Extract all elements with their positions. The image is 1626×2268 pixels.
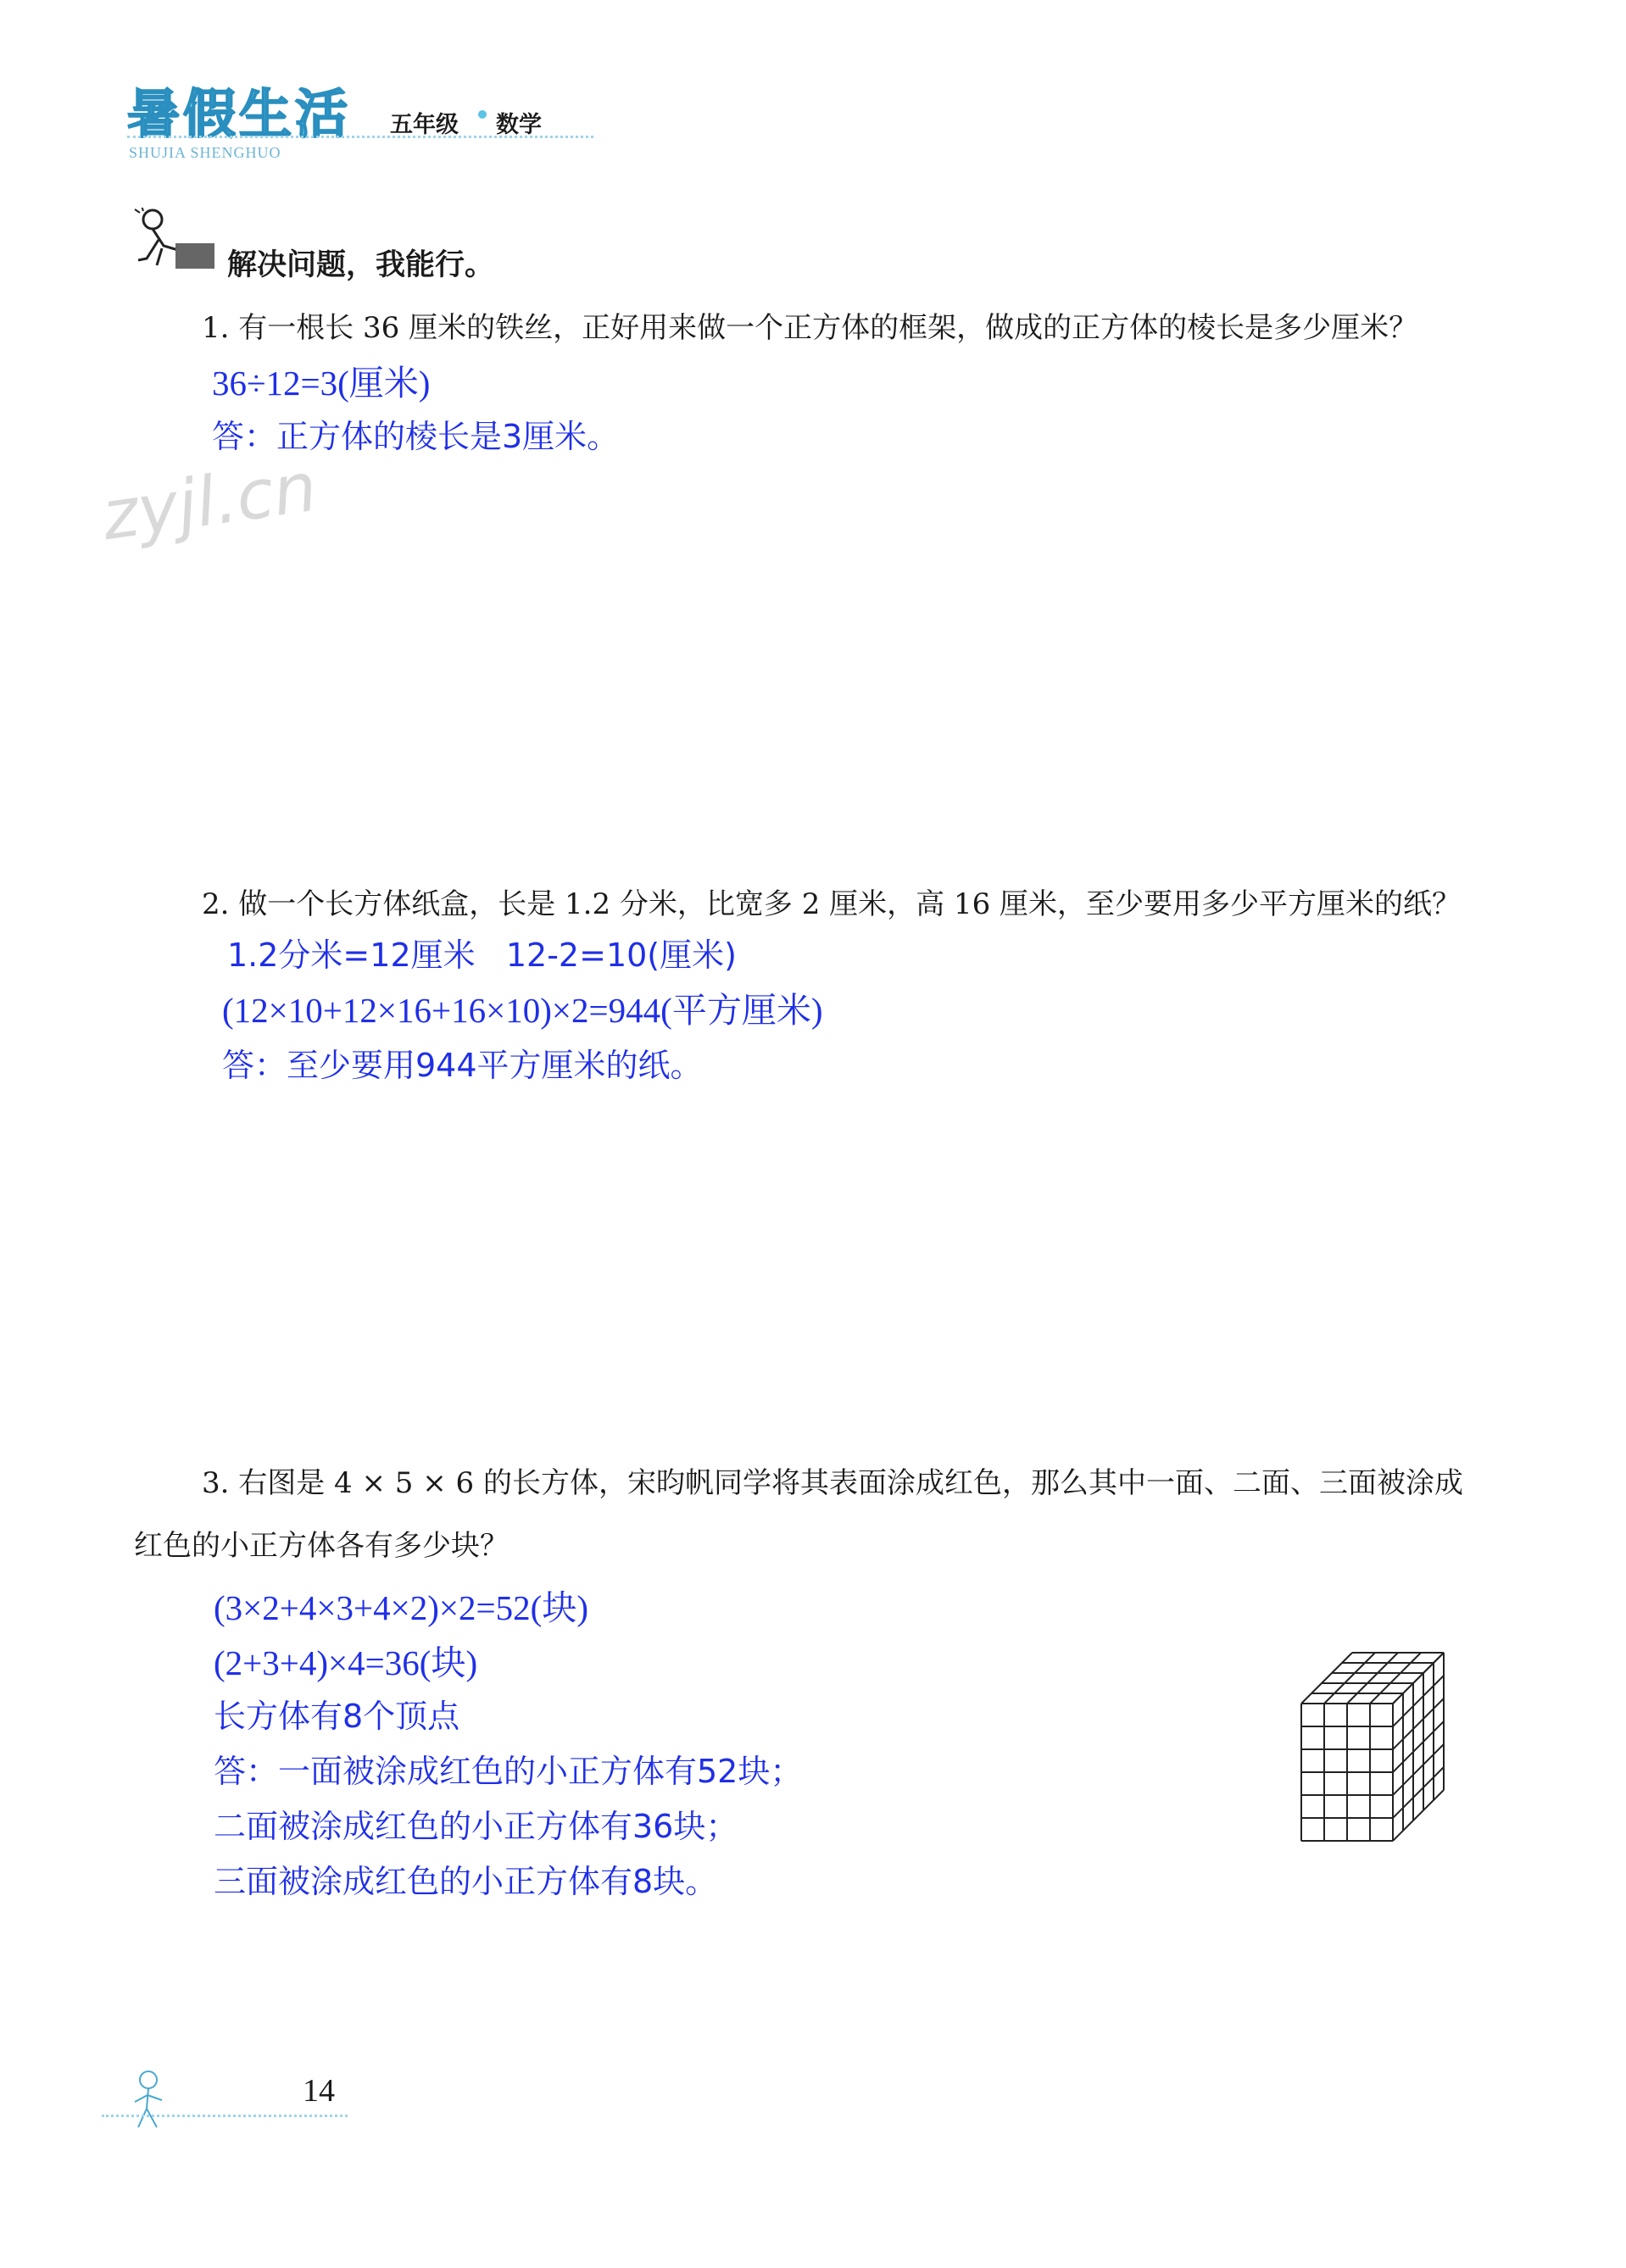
question-1-answer-2: 答：正方体的棱长是3厘米。 [212, 418, 620, 455]
logo-pinyin: SHUJIA SHENGHUO [129, 144, 281, 161]
question-3-text-line1: 3. 右图是 4 × 5 × 6 的长方体，宋昀帆同学将其表面涂成红色，那么其中一面、二面、三面被涂成 [202, 1466, 1463, 1500]
cuboid-grid-4x5x6-icon [1297, 1648, 1517, 1890]
cuboid-grid-line [1301, 1653, 1352, 1704]
subject-label: 数学 [496, 112, 542, 138]
cuboid-grid-line [1393, 1721, 1444, 1772]
cuboid-grid-line [1393, 1767, 1444, 1818]
grade-label: 五年级 [390, 112, 459, 138]
header-divider [127, 136, 593, 138]
logo: 暑假生活 [127, 83, 352, 145]
cuboid-grid-line [1393, 1698, 1444, 1749]
cuboid-grid-line [1393, 1744, 1444, 1795]
cuboid-grid-line [1324, 1653, 1375, 1704]
question-3-text-line2: 红色的小正方体各有多少块？ [134, 1529, 509, 1563]
question-3-answer-2: (2+3+4)×4=36(块) [214, 1643, 478, 1682]
cuboid-grid-line [1347, 1653, 1398, 1704]
question-2-text: 2. 做一个长方体纸盒，长是 1.2 分米，比宽多 2 厘米，高 16 厘米，至少要用多少平方厘米的纸？ [202, 887, 1462, 921]
cuboid-grid-line [1393, 1653, 1444, 1704]
question-1-text: 1. 有一根长 36 厘米的铁丝，正好用来做一个正方体的框架，做成的正方体的棱长是多少厘米？ [202, 311, 1418, 345]
cuboid-grid-line [1393, 1790, 1444, 1841]
question-3-answer-4: 答：一面被涂成红色的小正方体有52块； [214, 1753, 803, 1790]
section-title: 解决问题，我能行。 [227, 248, 495, 282]
question-3-answer-5: 二面被涂成红色的小正方体有36块； [214, 1808, 738, 1845]
separator-dot-icon [478, 110, 487, 119]
question-2-answer-3: 答：至少要用944平方厘米的纸。 [222, 1047, 703, 1084]
question-3-answer-6: 三面被涂成红色的小正方体有8块。 [214, 1863, 718, 1900]
question-3-answer-1: (3×2+4×3+4×2)×2=52(块) [214, 1588, 588, 1627]
question-2-answer-1: 1.2分米=12厘米 12-2=10(厘米) [227, 937, 737, 974]
kid-pushing-block-icon [131, 208, 216, 271]
watermark: zyjl.cn [97, 447, 322, 556]
question-1-answer-1: 36÷12=3(厘米) [212, 364, 431, 403]
footer-divider [102, 2115, 348, 2117]
question-3-answer-3: 长方体有8个顶点 [214, 1698, 460, 1735]
page-number: 14 [303, 2073, 335, 2109]
kid-figure-icon [123, 2068, 174, 2132]
question-2-answer-2: (12×10+12×16+16×10)×2=944(平方厘米) [222, 991, 823, 1030]
